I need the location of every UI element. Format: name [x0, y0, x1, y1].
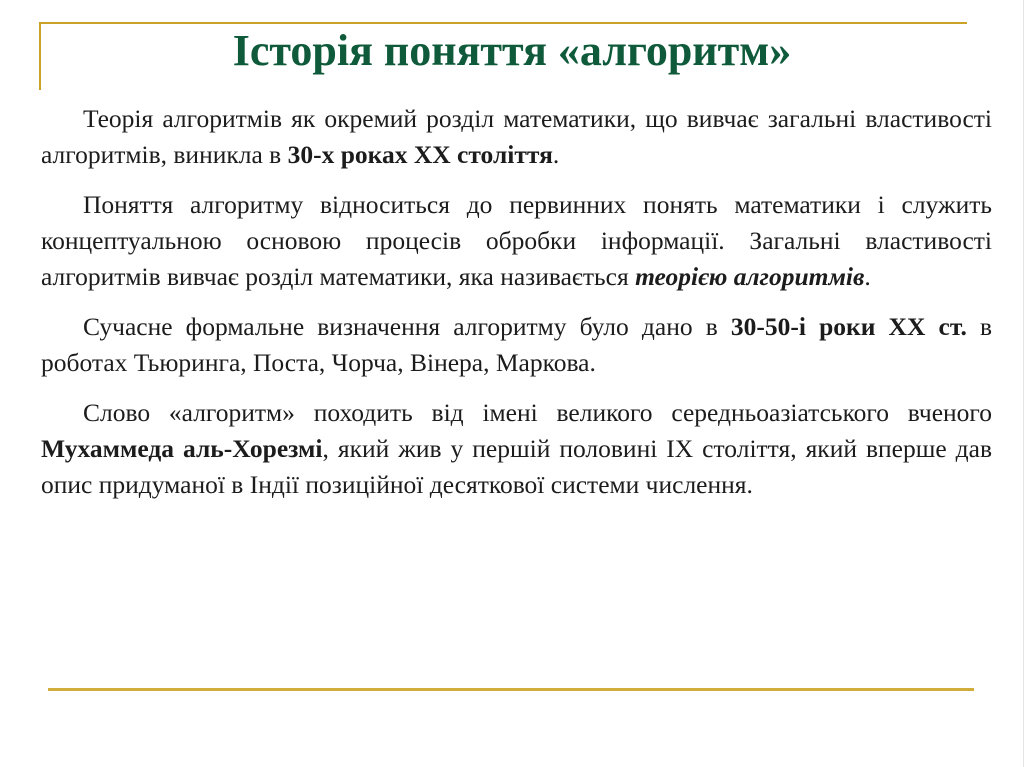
paragraph-3-text: Сучасне формальне визначення алгоритму було дано в	[83, 312, 731, 341]
accent-line-bottom	[48, 688, 974, 691]
slide-title: Історія поняття «алгоритм»	[232, 26, 792, 75]
paragraph-4-text: Слово «алгоритм» походить від імені великого середньоазіатського вченого	[83, 398, 992, 427]
paragraph-2-end: .	[864, 262, 871, 291]
slide-body	[41, 101, 992, 517]
paragraph-1-end: .	[552, 140, 560, 169]
paragraph-4-end: , який жив у першій половині IX століття, який вперше дав опис придуманої в Індії позиційної десяткової системи числення.	[41, 434, 992, 499]
paragraph-3-end: в роботах Тьюринга, Поста, Чорча, Вінера, Маркова.	[41, 312, 992, 377]
paragraph-4	[41, 395, 992, 503]
paragraph-2-bold-italic: теорією алгоритмів	[635, 262, 865, 291]
paragraph-3-bold: 30-50-і роки ХХ ст.	[730, 312, 967, 341]
paragraph-3	[41, 309, 992, 381]
paragraph-2	[41, 187, 992, 295]
paragraph-1-bold: 30-х роках ХХ століття	[287, 140, 553, 169]
paragraph-2-text: Поняття алгоритму відноситься до первинних понять математики і служить концептуальною основою процесів обробки інформації. Загальні властивості алгоритмів вивчає розділ математики, яка називається	[41, 190, 992, 291]
paragraph-4-bold: Мухаммеда аль-Хорезмі	[41, 434, 323, 463]
paragraph-1	[41, 101, 992, 173]
accent-line-top	[39, 22, 967, 24]
paragraph-1-text: Теорія алгоритмів як окремий розділ математики, що вивчає загальні властивості алгоритмів, виникла в	[41, 104, 992, 169]
